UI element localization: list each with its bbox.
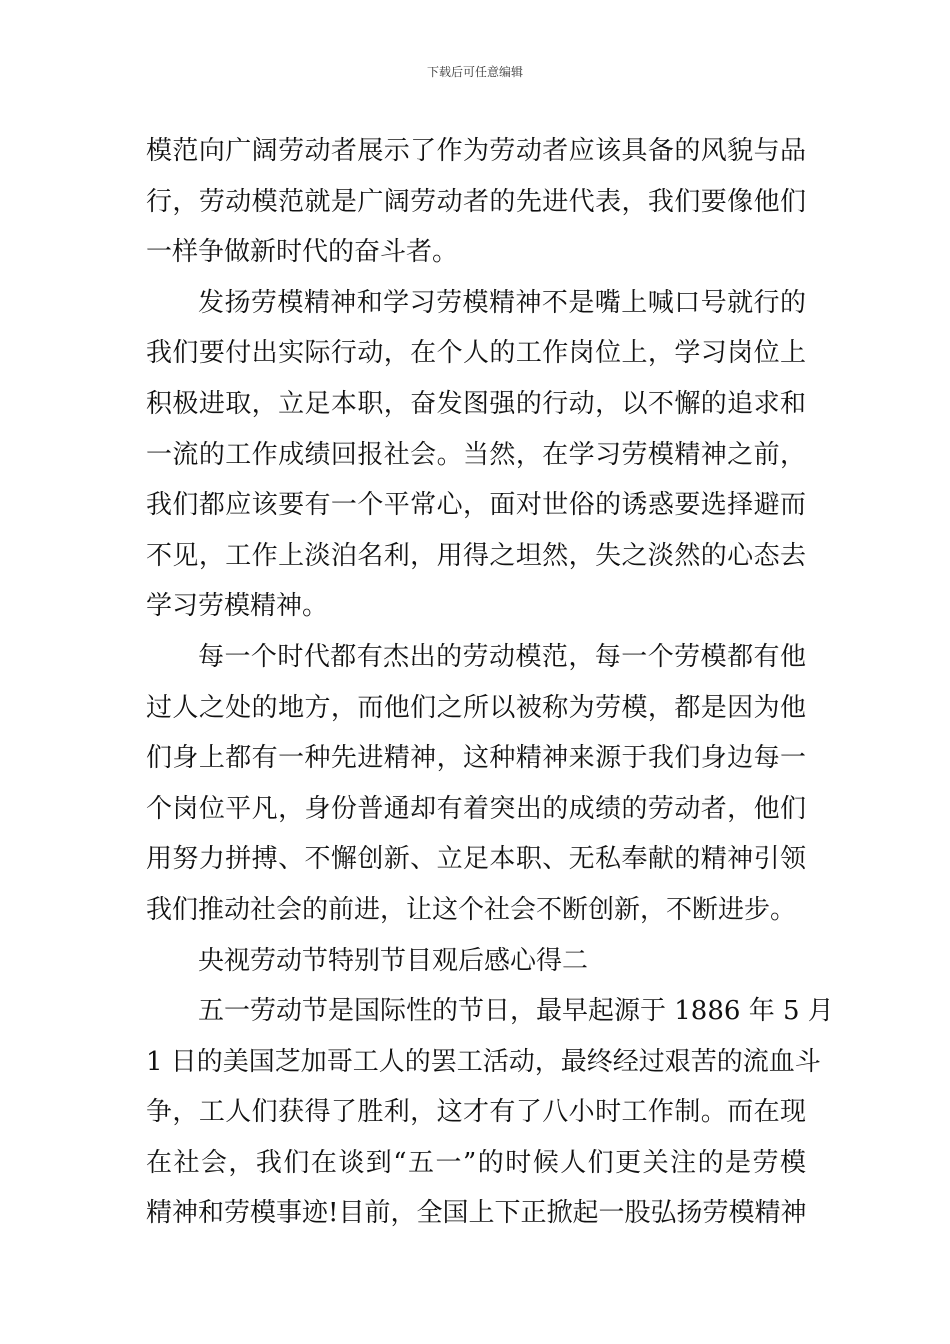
text-line: 争，工人们获得了胜利，这才有了八小时工作制。而在现 [146, 1097, 806, 1128]
text-line: 不见，工作上淡泊名利，用得之坦然，失之淡然的心态去 [146, 540, 806, 571]
text-line: 一样争做新时代的奋斗者。 [146, 237, 459, 268]
text-line: 五一劳动节是国际性的节日，最早起源于 1886 年 5 月 [198, 996, 834, 1027]
text-line: 积极进取，立足本职，奋发图强的行动，以不懈的追求和 [146, 388, 806, 419]
text-line: 模范向广阔劳动者展示了作为劳动者应该具备的风貌与品 [146, 136, 806, 166]
page-header: 下载后可任意编辑 [426, 65, 523, 79]
text-line: 我们推动社会的前进，让这个社会不断创新，不断进步。 [146, 894, 797, 925]
text-line: 发扬劳模精神和学习劳模精神不是嘴上喊口号就行的 [198, 287, 806, 318]
text-line: 一流的工作成绩回报社会。当然，在学习劳模精神之前， [146, 439, 806, 470]
text-line: 们身上都有一种先进精神，这种精神来源于我们身边每一 [146, 743, 806, 774]
text-line: 每一个时代都有杰出的劳动模范，每一个劳模都有他 [198, 641, 806, 672]
text-line: 1 日的美国芝加哥工人的罢工活动，最终经过艰苦的流血斗 [146, 1046, 821, 1077]
section-heading: 央视劳动节特别节目观后感心得二 [198, 945, 589, 976]
text-line: 行，劳动模范就是广阔劳动者的先进代表，我们要像他们 [146, 186, 806, 217]
text-line: 精神和劳模事迹!目前，全国上下正掀起一股弘扬劳模精神 [146, 1198, 807, 1229]
text-line: 个岗位平凡，身份普通却有着突出的成绩的劳动者，他们 [146, 793, 806, 824]
text-line: 过人之处的地方，而他们之所以被称为劳模，都是因为他 [146, 692, 806, 723]
text-line: 学习劳模精神。 [146, 591, 329, 622]
text-line: 我们都应该要有一个平常心，面对世俗的诱惑要选择避而 [146, 490, 806, 521]
text-line: 用努力拼搏、不懈创新、立足本职、无私奉献的精神引领 [146, 844, 806, 875]
text-line: 在社会，我们在谈到“五一”的时候人们更关注的是劳模 [146, 1147, 806, 1178]
document-body [146, 126, 834, 1239]
text-line: 我们要付出实际行动，在个人的工作岗位上，学习岗位上 [146, 338, 806, 369]
